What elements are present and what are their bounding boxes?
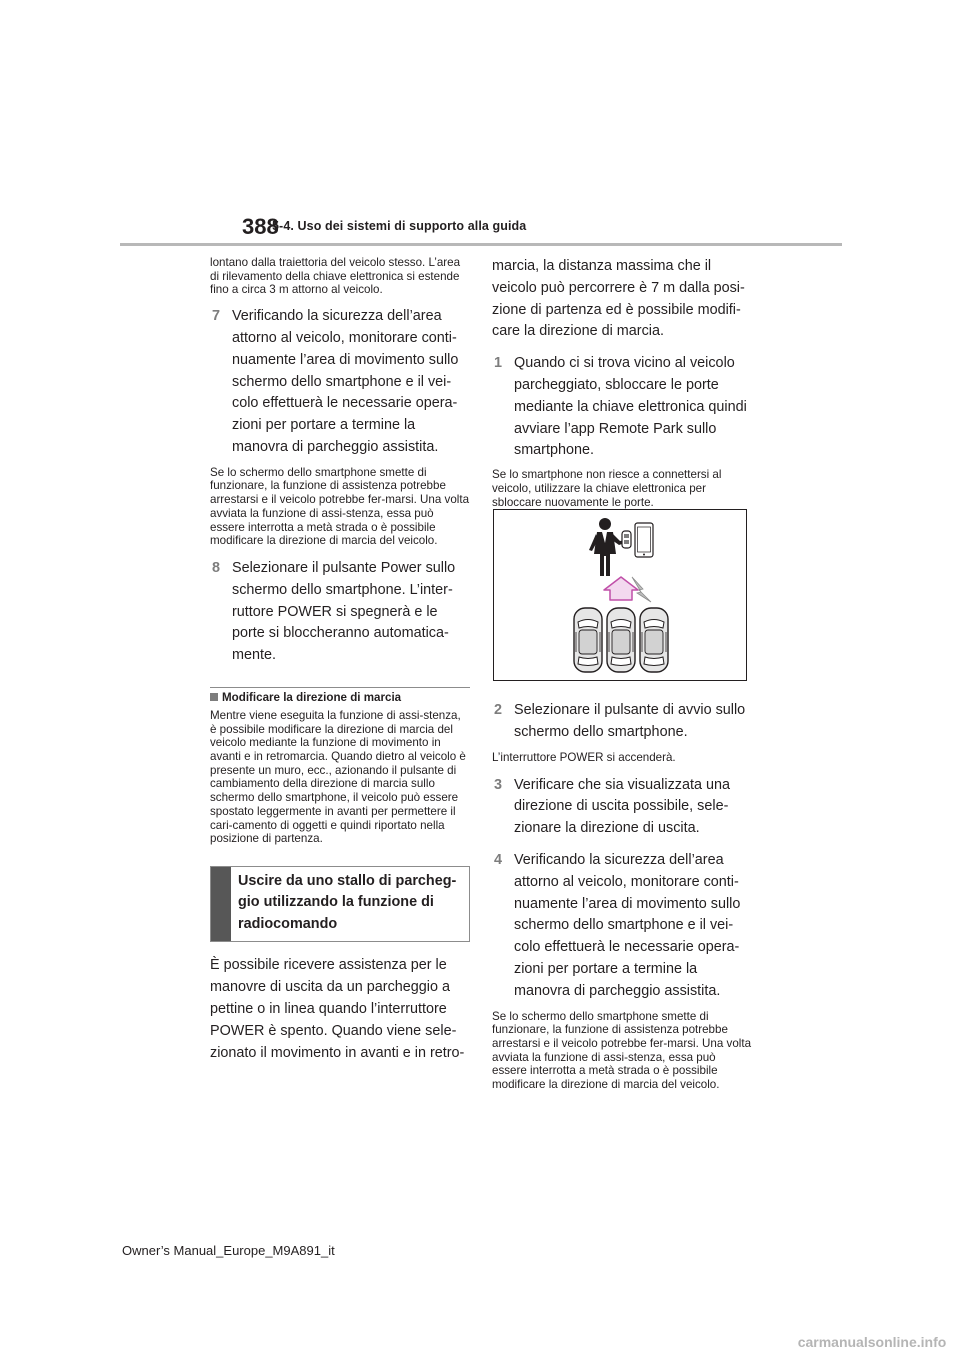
connection-note: Se lo smartphone non riesce a connettersi al veicolo, utilizzare la chiave elettronica per sbloccare nuovamente le porte. — [492, 468, 722, 509]
up-arrow-icon — [604, 577, 638, 600]
power-on-note: L’interruttore POWER si accenderà. — [492, 750, 676, 764]
parked-car-icon — [640, 608, 668, 672]
step-4 — [492, 850, 752, 1003]
step-number: 7 — [212, 308, 221, 325]
step-text: Verificando la sicurezza dell’area attorno al veicolo, monitorare conti-nuamente l’area di movimento sullo schermo dello smartphone e il vei-colo effettuerà le necessarie opera-zioni per portare a termine la manovra di parcheggio assistita. — [514, 851, 741, 999]
person-icon — [589, 518, 625, 576]
step-number: 8 — [212, 559, 221, 576]
intro-note: lontano dalla traiettoria del veicolo stesso. L’area di rilevamento della chiave elettronica si estende fino a circa 3 m attorno al veicolo. — [210, 256, 461, 297]
subsection-heading: Modificare la direzione di marcia — [210, 687, 470, 705]
section-title: 5-4. Uso dei sistemi di supporto alla guida — [272, 219, 527, 233]
continued-paragraph: marcia, la distanza massima che il veicolo può percorrere è 7 m dalla posi-zione di partenza ed è possibile modifi-care la direzione di marcia. — [492, 258, 745, 340]
parked-car-icon — [607, 608, 635, 672]
body-paragraph: È possibile ricevere assistenza per le manovre di uscita da un parcheggio a pettine o in linea quando l’interruttore POWER è spento. Quando viene sele-zionato il movimento in avanti e in retro- — [210, 957, 465, 1061]
step-text: Quando ci si trova vicino al veicolo parcheggiato, sbloccare le porte mediante la chiave elettronica quindi avviare l’app Remote Park sullo smartphone. — [514, 355, 747, 459]
step-8 — [210, 558, 470, 667]
step-text: Selezionare il pulsante di avvio sullo schermo dello smartphone. — [514, 702, 746, 741]
header-divider — [120, 243, 842, 246]
smartphone-icon — [635, 523, 653, 557]
parked-car-icon — [574, 608, 602, 672]
step-2 — [492, 700, 752, 744]
callout-title: Uscire da uno stallo di parcheg-gio utilizzando la funzione di radiocomando — [238, 872, 457, 932]
step-number: 1 — [494, 355, 503, 372]
page-number: 388 — [242, 214, 279, 239]
step-number: 3 — [494, 776, 503, 793]
footer-manual-id: Owner’s Manual_Europe_M9A891_it — [122, 1243, 335, 1258]
smartphone-screen-note: Se lo schermo dello smartphone smette di funzionare, la funzione di assistenza potrebbe arrestarsi e il veicolo potrebbe fer-marsi. Una volta avviata la funzione di assi-stenza, essa può essere interrotta a metà strada o è possibile modificare la direzione di marcia del veicolo. — [210, 465, 470, 548]
step-7 — [210, 306, 470, 459]
illustration-svg — [494, 510, 746, 680]
step-text: Verificando la sicurezza dell’area attorno al veicolo, monitorare conti-nuamente l’area di movimento sullo schermo dello smartphone e il vei-colo effettuerà le necessarie opera-zioni per portare a termine la manovra di parcheggio assistita. — [232, 308, 459, 455]
section-callout — [210, 866, 470, 943]
step-number: 4 — [494, 851, 503, 868]
step-number: 2 — [494, 702, 503, 719]
direction-change-note: Mentre viene eseguita la funzione di assi-stenza, è possibile modificare la direzione di marcia del veicolo mediante la funzione di movimento in avanti e in retromarcia. Quando dietro al veicolo è presente un muro, ecc., azionando il pulsante di cambiamento della direzione di marcia sullo schermo dello smartphone, il veicolo può essere spostato leggermente in avanti per permettere il cari-camento di oggetti e quindi riportato nella posizione di partenza. — [210, 708, 466, 846]
step-3 — [492, 775, 752, 840]
smart-key-icon — [622, 531, 631, 548]
step-text: Selezionare il pulsante Power sullo schermo dello smartphone. L’inter-ruttore POWER si spegnerà e le porte si bloccheranno automatica-mente. — [232, 559, 456, 664]
left-column — [210, 256, 470, 1064]
step-text: Verificare che sia visualizzata una direzione di uscita possibile, sele-zionare la direzione di uscita. — [514, 776, 730, 837]
step-1 — [492, 353, 752, 462]
remote-park-illustration — [493, 509, 747, 681]
watermark: carmanualsonline.info — [797, 1334, 947, 1350]
square-bullet-icon — [210, 693, 218, 701]
smartphone-screen-note-2: Se lo schermo dello smartphone smette di funzionare, la funzione di assistenza potrebbe arrestarsi e il veicolo potrebbe fer-marsi. Una volta avviata la funzione di assi-stenza, essa può essere interrotta a metà strada o è possibile modificare la direzione di marcia del veicolo. — [492, 1009, 752, 1092]
callout-bar — [211, 867, 231, 942]
